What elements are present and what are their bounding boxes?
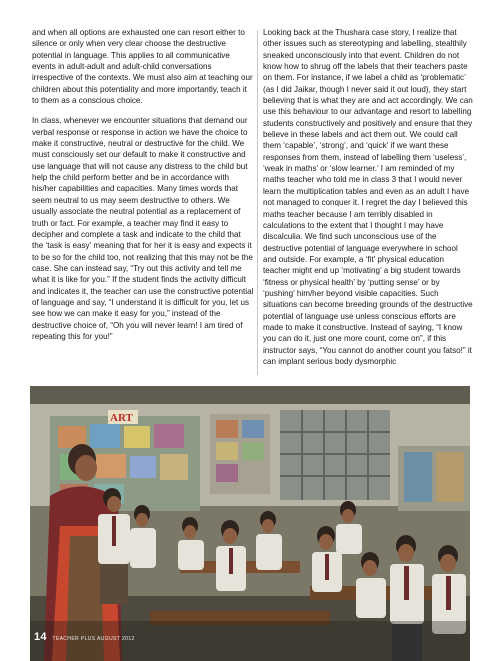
page-folio [34,631,135,643]
classroom-photo [30,386,470,661]
paragraph: Looking back at the Thushara case story, I realize that other issues such as stereotyping and labelling, stealthily sneaked unconsciously into that event. Children do not know how to shrug off the labels that their teachers paste on them. For instance, if we label a child as ‘problematic’ (as I did Jaikar, though I never said it out loud), they start believing that is what they are and act accordingly. We can use this behaviour to our advantage and resort to labelling students constructively and positively and ensure that they believe in these labels and act them out. We could call them ‘capable’, ‘strong’, and ‘quick’ if we want these responses from them, instead of labelling them ‘useless’, ‘weak in maths’ or ‘slow learner.’ I am reminded of my maths teacher who told me in class 3 that I would never learn the multiplication tables and even as an adult I have not managed to conquer it. I regret the day I believed this maths teacher because I am terribly disabled in calculations to the extent that I thought I may have discalculia. We find such unconscious use of the destructive potential of language everywhere in school and outside. For example, a ‘fit’ physical education teacher might end up ‘motivating’ a big student towards ‘fitness or physical health’ by ‘putting sense’ or by ‘pushing’ him/her beyond visible capacities. Such situations can become breeding grounds of the destructive potential of language use unless conscious efforts are made to make it constructive. Instead of saying, “I know you can do it, just one more count, come on”, if this instructor says, “You cannot do another count you fatso!” it can implant serious body dysmorphic [263,28,473,366]
column-divider [257,30,258,375]
art-sign: ART [110,412,133,424]
paragraph: and when all options are exhausted one can resort either to silence or only when very clear choose the destructive potential in language. This applies to all communicative events in adult-adult and adult-child conversations irrespective of the contexts. We must also aim at teaching our children about this potentiality and more importantly, teach it to them as a conscious choice. [32,28,253,106]
article-column-left [32,27,254,351]
paragraph: In class, whenever we encounter situations that demand our verbal response or response in action we have the choice to make it constructive, neutral or destructive for the child. We must consciously set our default to make it constructive and use language that will not cause any distress to the child but help the child perform better and be in accordance with his/her capabilities and capacities. Many times words that seem neutral to us may seem destructive to others. We usually associate the neutral potential as a replacement of truth or fact. For example, a teacher may find it easy to decipher and complete a task and indicate to the child that the ‘task is easy’ meaning that for her it is easy and expects it to be so for the child too, not realizing that this may not be the case. She can instead say, “Try out this activity and tell me what it is like for you.” If the student finds the activity difficult and indicates it, the teacher can use the constructive potential of language and say, “I understand it is difficult for you, let us see how we can make it easy for you,” instead of the destructive choice of, “Oh you will never learn! I am tired of repeating this for you!” [32,116,254,341]
article-column-right [263,27,473,376]
page-number: 14 [34,631,47,643]
publication-name: TEACHER PLUS AUGUST 2012 [52,636,135,642]
